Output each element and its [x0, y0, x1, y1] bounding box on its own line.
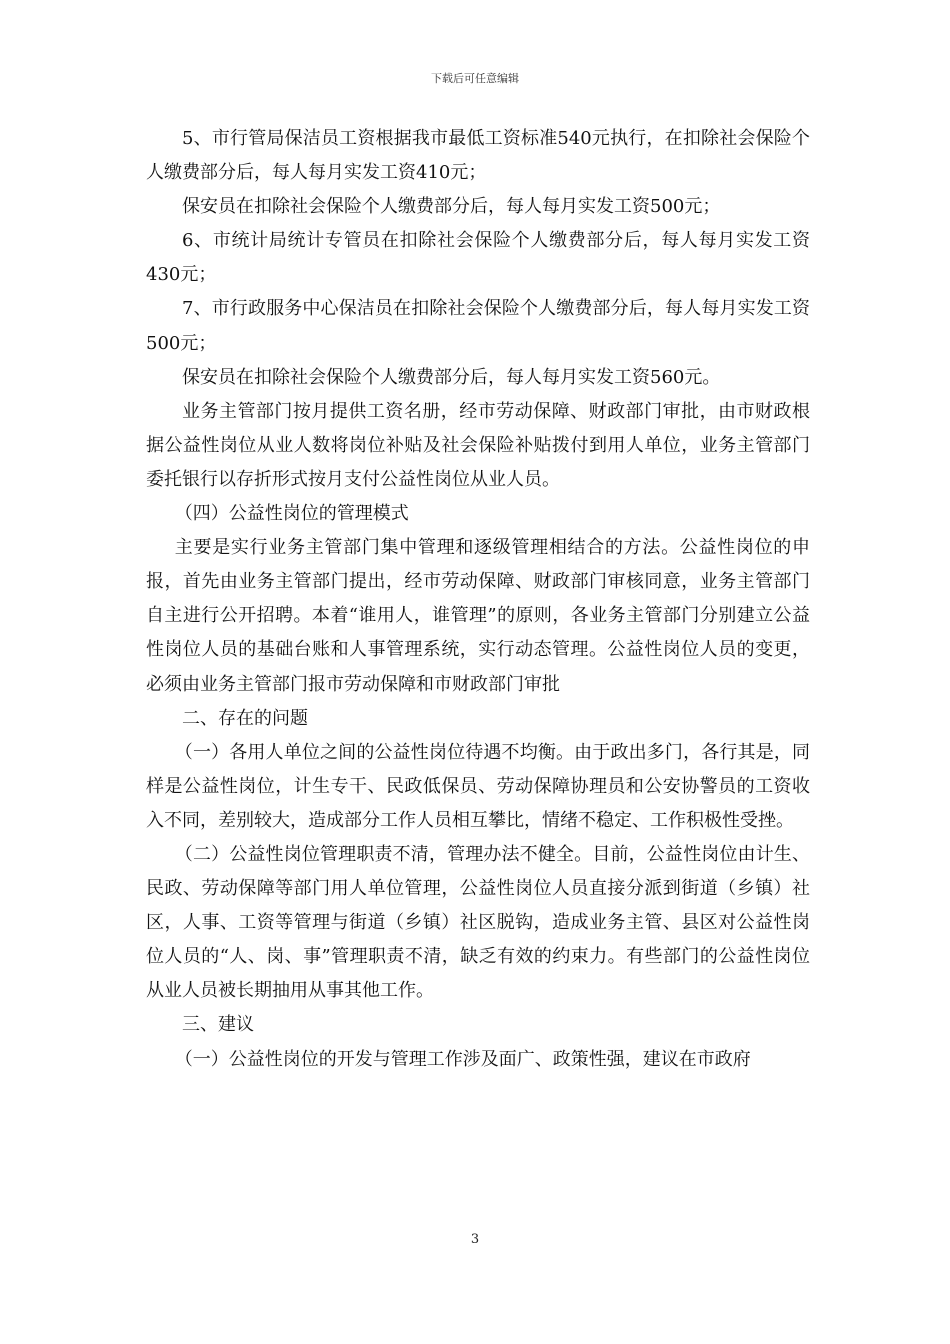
paragraph-security-guard-2: 保安员在扣除社会保险个人缴费部分后，每人每月实发工资560元。 — [182, 366, 721, 388]
paragraph-item-6: 6、市统计局统计专管员在扣除社会保险个人缴费部分后，每人每月实发工资430元； — [146, 230, 810, 286]
paragraph-management-mode: 主要是实行业务主管部门集中管理和逐级管理相结合的方法。公益性岗位的申报，首先由业务主管部门提出，经市劳动保障、财政部门审核同意，业务主管部门自主进行公开招聘。本着“谁用人，谁管理”的原则，各业务主管部门分别建立公益性岗位人员的基础台账和人事管理系统，实行动态管理。公益性岗位人员的变更，必须由业务主管部门报市劳动保障和市财政部门审批 — [146, 537, 810, 695]
paragraph-payroll: 业务主管部门按月提供工资名册，经市劳动保障、财政部门审批，由市财政根据公益性岗位从业人数将岗位补贴及社会保险补贴拨付到用人单位，业务主管部门委托银行以存折形式按月支付公益性岗位从业人员。 — [146, 400, 810, 490]
section-heading-problems: 二、存在的问题 — [182, 707, 308, 729]
paragraph-item-5: 5、市行管局保洁员工资根据我市最低工资标准540元执行，在扣除社会保险个人缴费部分后，每人每月实发工资410元； — [146, 128, 810, 184]
section-heading-management-mode: （四）公益性岗位的管理模式 — [174, 503, 409, 525]
paragraph-security-guard-1: 保安员在扣除社会保险个人缴费部分后，每人每月实发工资500元； — [182, 196, 721, 218]
paragraph-item-7: 7、市行政服务中心保洁员在扣除社会保险个人缴费部分后，每人每月实发工资500元； — [146, 298, 810, 354]
section-heading-suggestions: 三、建议 — [182, 1014, 254, 1036]
page-number: 3 — [470, 1232, 480, 1247]
document-body — [146, 122, 810, 1077]
paragraph-problem-1: （一）各用人单位之间的公益性岗位待遇不均衡。由于政出多门，各行其是，同样是公益性岗位，计生专干、民政低保员、劳动保障协理员和公安协警员的工资收入不同，差别较大，造成部分工作人员相互攀比，情绪不稳定、工作积极性受挫。 — [146, 741, 810, 831]
paragraph-problem-2: （二）公益性岗位管理职责不清，管理办法不健全。目前，公益性岗位由计生、民政、劳动保障等部门用人单位管理，公益性岗位人员直接分派到街道（乡镇）社区，人事、工资等管理与街道（乡镇）社区脱钩，造成业务主管、县区对公益性岗位人员的“人、岗、事”管理职责不清，缺乏有效的约束力。有些部门的公益性岗位从业人员被长期抽用从事其他工作。 — [146, 843, 810, 1002]
page-header: 下载后可任意编辑 — [431, 72, 519, 85]
paragraph-suggestion-1: （一）公益性岗位的开发与管理工作涉及面广、政策性强，建议在市政府 — [174, 1048, 751, 1070]
